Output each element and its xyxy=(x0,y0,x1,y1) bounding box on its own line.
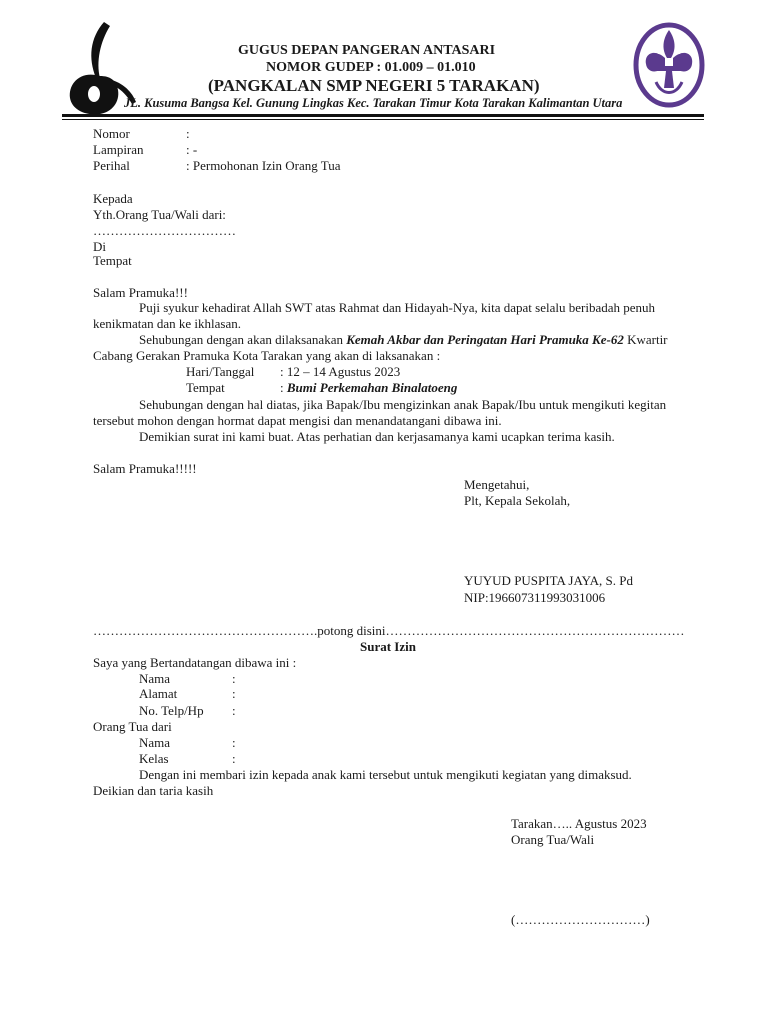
anak-nama-colon: : xyxy=(232,735,236,750)
nama-label: Nama xyxy=(139,671,171,686)
form-title: Surat Izin xyxy=(360,639,416,654)
p1-line1: Puji syukur kehadirat Allah SWT atas Rahmat dan Hidayah-Nya, kita dapat selalu beribadah penuh xyxy=(139,300,656,315)
p2-line2: Cabang Gerakan Pramuka Kota Tarakan yang akan di laksanakan : xyxy=(93,348,441,363)
p2-line1 xyxy=(139,332,668,348)
di: Di xyxy=(93,239,106,254)
telp-colon: : xyxy=(232,703,236,718)
form-intro: Saya yang Bertandatangan dibawa ini : xyxy=(93,655,297,670)
scout-fleur-de-lis-icon xyxy=(632,22,706,108)
lampiran-label: Lampiran xyxy=(93,142,144,157)
nama-colon: : xyxy=(232,671,236,686)
perihal-label: Perihal xyxy=(93,158,130,173)
form-thanks: Deikian dan taria kasih xyxy=(93,783,214,798)
greeting: Salam Pramuka!!! xyxy=(93,285,188,300)
perihal-value: : Permohonan Izin Orang Tua xyxy=(186,158,341,173)
lampiran-value: : - xyxy=(186,142,198,157)
form-place-date: Tarakan….. Agustus 2023 xyxy=(511,816,647,831)
kelas-label: Kelas xyxy=(139,751,169,766)
tempat-label: Tempat xyxy=(186,380,225,395)
cut-dots-left: ……………………………………………. xyxy=(93,623,318,638)
yth-line: Yth.Orang Tua/Wali dari: xyxy=(93,207,226,222)
signatory-nip: NIP:196607311993031006 xyxy=(464,590,606,605)
addressee-dots: …………………………… xyxy=(93,223,236,238)
signatory-name: YUYUD PUSPITA JAYA, S. Pd xyxy=(464,573,633,588)
cut-line xyxy=(93,623,685,639)
closing-greeting: Salam Pramuka!!!!! xyxy=(93,461,197,476)
p2-suffix: Kwartir xyxy=(623,332,668,347)
form-sign-line: (…………………………) xyxy=(511,912,650,927)
jabatan: Plt, Kepala Sekolah, xyxy=(464,493,571,508)
telp-label: No. Telp/Hp xyxy=(139,703,204,718)
cut-dots-right: …………………………………………………………… xyxy=(385,623,685,638)
kepada: Kepada xyxy=(93,191,133,206)
org-name: GUGUS DEPAN PANGERAN ANTASARI xyxy=(238,43,496,58)
school-name: (PANGKALAN SMP NEGERI 5 TARAKAN) xyxy=(208,76,540,95)
kelas-colon: : xyxy=(232,751,236,766)
gudep-number: NOMOR GUDEP : 01.009 – 01.010 xyxy=(266,60,476,75)
alamat-colon: : xyxy=(232,686,236,701)
p3-line2: tersebut mohon dengan hormat dapat mengisi dan menandatangani dibawa ini. xyxy=(93,413,502,428)
tempat: Tempat xyxy=(93,253,132,268)
p3-line1: Sehubungan dengan hal diatas, jika Bapak/Ibu mengizinkan anak Bapak/Ibu untuk mengikuti kegitan xyxy=(139,397,667,412)
header-rule-thin xyxy=(62,119,704,120)
tempat-colon: : xyxy=(280,380,287,395)
ortu-label: Orang Tua dari xyxy=(93,719,172,734)
anak-nama-label: Nama xyxy=(139,735,171,750)
permission-statement: Dengan ini membari izin kepada anak kami tersebut untuk mengikuti kegiatan yang dimaksud. xyxy=(139,767,632,782)
nomor-value: : xyxy=(186,126,190,141)
venue-name: Bumi Perkemahan Binalatoeng xyxy=(286,380,458,395)
alamat-label: Alamat xyxy=(139,686,178,701)
p4: Demikian surat ini kami buat. Atas perhatian dan kerjasamanya kami ucapkan terima kasih. xyxy=(139,429,615,444)
header-rule-thick xyxy=(62,114,704,117)
p1-line2: kenikmatan dan ke ikhlasan. xyxy=(93,316,242,331)
school-address: JL. Kusuma Bangsa Kel. Gunung Lingkas Kec. Tarakan Timur Kota Tarakan Kalimantan Utara xyxy=(124,96,623,110)
form-role: Orang Tua/Wali xyxy=(511,832,595,847)
hari-value: : 12 – 14 Agustus 2023 xyxy=(280,364,401,379)
p2-prefix: Sehubungan dengan akan dilaksanakan xyxy=(139,332,347,347)
nomor-label: Nomor xyxy=(93,126,130,141)
event-name: Kemah Akbar dan Peringatan Hari Pramuka Ke-62 xyxy=(346,332,624,347)
hari-label: Hari/Tanggal xyxy=(186,364,255,379)
tempat-value xyxy=(280,380,457,396)
cut-text: potong disini xyxy=(317,623,386,638)
mengetahui: Mengetahui, xyxy=(464,477,530,492)
